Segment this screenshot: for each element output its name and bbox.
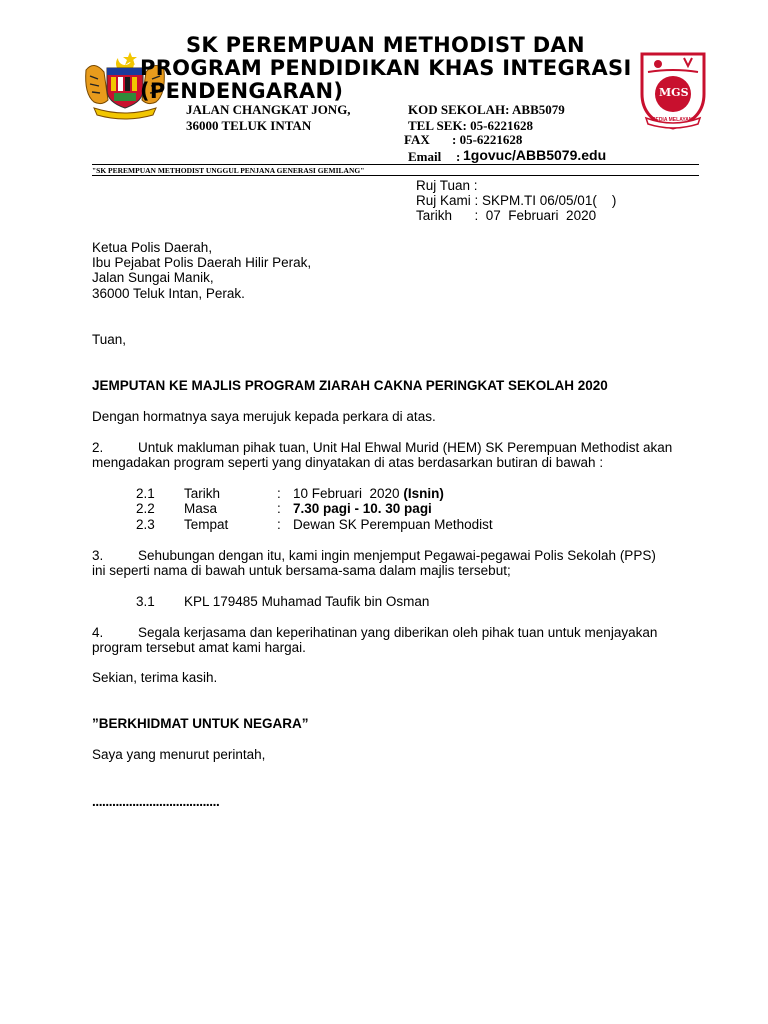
paragraph-2-line2: mengadakan program seperti yang dinyatakan di atas berdasarkan butiran di bawah : [92, 455, 604, 470]
officer-number: 3.1 [136, 594, 155, 609]
recipient-line3: Jalan Sungai Manik, [92, 270, 214, 285]
email-colon: : [456, 149, 461, 164]
school-crest-monogram: MGS [659, 86, 689, 99]
detail-item-value [293, 517, 493, 533]
detail-item-number: 2.3 [136, 517, 155, 532]
school-title-line1: SK PEREMPUAN METHODIST DAN [186, 33, 585, 57]
sign-off: Saya yang menurut perintah, [92, 747, 266, 762]
recipient-line2: Ibu Pejabat Polis Daerah Hilir Perak, [92, 255, 312, 270]
subject-heading: JEMPUTAN KE MAJLIS PROGRAM ZIARAH CAKNA PERINGKAT SEKOLAH 2020 [92, 378, 608, 393]
slogan: ”BERKHIDMAT UNTUK NEGARA” [92, 716, 309, 731]
school-code: KOD SEKOLAH: ABB5079 [408, 102, 565, 117]
signature-line: ...................................... [92, 794, 220, 809]
school-title-line3: (PENDENGARAN) [140, 79, 344, 103]
school-phone: TEL SEK: 05-6221628 [408, 118, 533, 133]
paragraph-3-line1: Sehubungan dengan itu, kami ingin menjemput Pegawai-pegawai Polis Sekolah (PPS) [138, 548, 656, 563]
detail-item-value [293, 486, 444, 502]
paragraph-4-line1: Segala kerjasama dan keperihatinan yang diberikan oleh pihak tuan untuk menjayakan [138, 625, 658, 640]
detail-item-value [293, 501, 432, 517]
detail-item-colon: : [277, 517, 281, 532]
detail-item-number: 2.1 [136, 486, 155, 501]
detail-item-label: Tarikh [184, 486, 221, 501]
letter-date: Tarikh : 07 Februari 2020 [416, 208, 597, 223]
paragraph-2-line1: Untuk makluman pihak tuan, Unit Hal Ehwal Murid (HEM) SK Perempuan Methodist akan [138, 440, 673, 455]
header-divider-bottom [92, 175, 699, 176]
fax-value: : 05-6221628 [452, 132, 523, 147]
detail-item-number: 2.2 [136, 501, 155, 516]
ruj-tuan: Ruj Tuan : [416, 178, 478, 193]
ruj-kami: Ruj Kami : SKPM.TI 06/05/01( ) [416, 193, 617, 208]
detail-value-text: Dewan SK Perempuan Methodist [293, 517, 493, 532]
paragraph-2-number: 2. [92, 440, 104, 455]
school-address-line1: JALAN CHANGKAT JONG, [186, 102, 351, 117]
fax-label: FAX [404, 132, 430, 147]
paragraph-3-number: 3. [92, 548, 104, 563]
recipient-line4: 36000 Teluk Intan, Perak. [92, 286, 245, 301]
header-divider-top [92, 164, 699, 165]
detail-item-label: Tempat [184, 517, 229, 532]
school-address-line2: 36000 TELUK INTAN [186, 118, 312, 133]
paragraph-4-number: 4. [92, 625, 104, 640]
email-label: Email [408, 149, 442, 164]
salutation: Tuan, [92, 332, 127, 347]
paragraph-1: Dengan hormatnya saya merujuk kepada perkara di atas. [92, 409, 436, 424]
paragraph-3-line2: ini seperti nama di bawah untuk bersama-sama dalam majlis tersebut; [92, 563, 511, 578]
paragraph-4-line2: program tersebut amat kami hargai. [92, 640, 306, 655]
detail-item-label: Masa [184, 501, 218, 516]
detail-item-colon: : [277, 501, 281, 516]
recipient-line1: Ketua Polis Daerah, [92, 240, 213, 255]
email-value: 1govuc/ABB5079.edu [463, 147, 607, 163]
detail-value-bold: 7.30 pagi - 10. 30 pagi [293, 501, 432, 516]
school-crest-ribbon: SEDIA MELAYANI [652, 117, 694, 123]
school-title-line2: PROGRAM PENDIDIKAN KHAS INTEGRASI [140, 56, 632, 80]
officer-name: KPL 179485 Muhamad Taufik bin Osman [184, 594, 430, 609]
detail-value-text: 10 Februari 2020 [293, 486, 404, 501]
closing-line: Sekian, terima kasih. [92, 670, 218, 685]
school-motto: "SK PEREMPUAN METHODIST UNGGUL PENJANA GENERASI GEMILANG" [92, 166, 365, 175]
detail-value-bold: (Isnin) [403, 486, 444, 501]
detail-item-colon: : [277, 486, 281, 501]
school-crest-logo [634, 48, 712, 130]
